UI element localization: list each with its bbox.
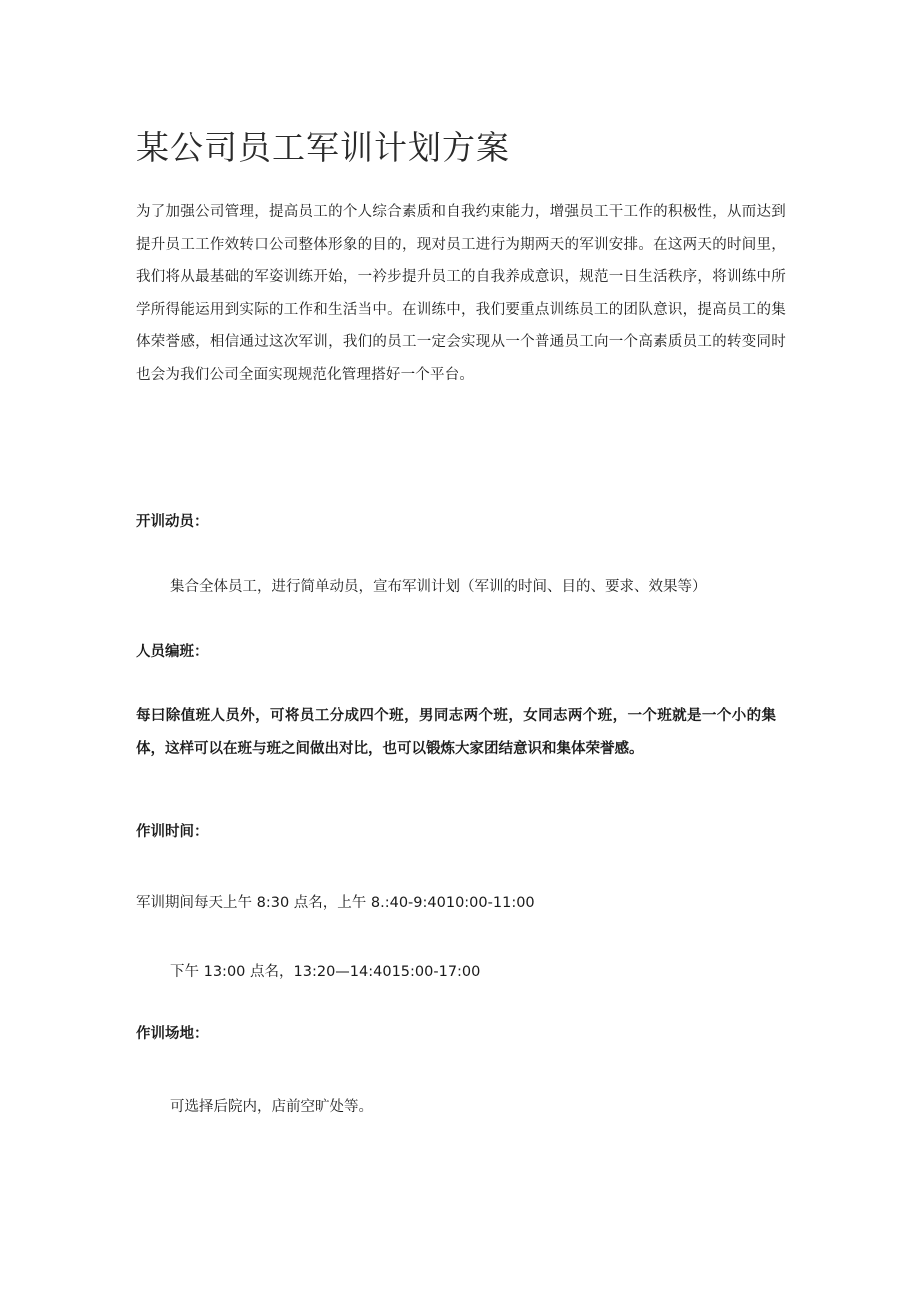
- schedule-heading: 作训时间：: [136, 824, 209, 840]
- grouping-text: 每曰除值班人员外，可将员工分成四个班，男同志两个班，女同志两个班，一个班就是一个小的集体，这样可以在班与班之间做出对比，也可以锻炼大家团结意识和集体荣誉感。: [136, 708, 776, 757]
- mobilization-heading: 开训动员：: [136, 514, 209, 530]
- intro-paragraph: 为了加强公司管理，提高员工的个人综合素质和自我约束能力，增强员工干工作的积极性，从而达到提升员工工作效转口公司整体形象的目的，现对员工进行为期两天的军训安排。在这两天的时间里，我们将从最基础的军姿训练开始，一衿步提升员工的自我养成意识，规范一日生活秩序，将训练中所学所得能运用到实际的工作和生活当中。在训练中，我们要重点训练员工的团队意识，提高员工的集体荣誉感，相信通过这次军训，我们的员工一定会实现从一个普通员工向一个高素质员工的转变同时也会为我们公司全面实现规范化管理搭好一个平台。: [136, 204, 786, 383]
- schedule-afternoon: 下午 13:00 点名，13:20—14:4015:00-17:00: [170, 964, 481, 980]
- schedule-morning: 军训期间每天上午 8:30 点名，上午 8.:40-9:4010:00-11:00: [136, 895, 535, 911]
- venue-text: 可选择后院内，店前空旷处等。: [170, 1099, 373, 1115]
- grouping-heading: 人员编班：: [136, 644, 209, 660]
- venue-heading: 作训场地：: [136, 1026, 209, 1042]
- document-title: 某公司员工军训计划方案: [136, 128, 510, 167]
- mobilization-text: 集合全体员工，进行简单动员，宣布军训计划（军训的时间、目的、要求、效果等）: [170, 579, 707, 595]
